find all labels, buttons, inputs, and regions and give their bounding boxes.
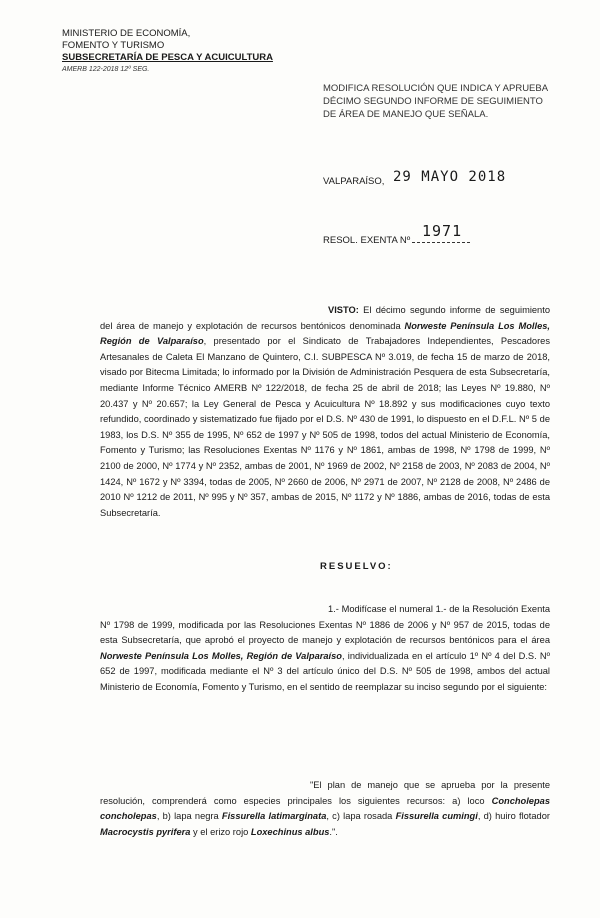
quote-text-6: .". <box>329 826 338 837</box>
resolution-label-text: RESOL. EXENTA Nº <box>323 235 411 246</box>
resolution-number-line <box>412 242 470 243</box>
species-5: Loxechinus albus <box>250 826 330 837</box>
date-stamp: 29 MAYO 2018 <box>393 169 507 185</box>
quote-text-2: , b) lapa negra <box>156 811 222 822</box>
visto-area-name: Norweste Península Los Molles, Región de Valparaíso <box>100 320 550 347</box>
quote-text-4: , d) huiro flotador <box>477 811 550 822</box>
quote-text-5: y el erizo rojo <box>190 826 251 837</box>
document-subject: MODIFICA RESOLUCIÓN QUE INDICA Y APRUEBA DÉCIMO SEGUNDO INFORME DE SEGUIMIENTO DE ÁREA DE MANEJO QUE SEÑALA. <box>323 83 548 120</box>
article-1-text-1: 1.- Modifícase el numeral 1.- de la Resolución Exenta Nº 1798 de 1999, modificada por las Resoluciones Exentas Nº 1886 de 2006 y Nº 957 de 2015, todas de esta Subsecretaría, que aprobó el proyecto de manejo y explotación de recursos bentónicos para el área <box>100 604 550 646</box>
species-3: Fissurella cumingi <box>395 811 478 822</box>
quote-text-1: "El plan de manejo que se aprueba por la presente resolución, comprenderá como especies principales los siguientes recursos: a) loco <box>100 780 550 806</box>
letterhead <box>62 28 273 76</box>
subsecretaria-line: SUBSECRETARÍA DE PESCA Y ACUICULTURA <box>62 52 273 63</box>
ministry-line-1: MINISTERIO DE ECONOMÍA, <box>62 28 191 39</box>
species-2: Fissurella latimarginata <box>221 811 327 822</box>
quote-text-3: , c) lapa rosada <box>326 811 396 822</box>
species-1: Concholepas concholepas <box>100 795 550 822</box>
article-1-text-2: , individualizada en el artículo 1º Nº 4 del D.S. Nº 652 de 1997, modificada mediante el Nº 3 del artículo único del D.S. Nº 505 de 1998, ambos del actual Ministerio de Economía, Fomento y Turismo, en el sentido de reemplazar su inciso segundo por el siguiente: <box>100 650 550 692</box>
visto-text-2: , presentado por el Sindicato de Trabajadores Independientes, Pescadores Artesanales de Caleta El Manzano de Quintero, C.I. SUBPESCA Nº 3.019, de fecha 15 de marzo de 2018, visado por Bitecma Limitada; lo informado por la División de Administración Pesquera de esta Subsecretaría, mediante Informe Técnico AMERB Nº 122/2018, de fecha 25 de abril de 2018; las Leyes Nº 19.880, Nº 20.437 y Nº 20.657; la Ley General de Pesca y Acuicultura Nº 18.892 y sus modificaciones cuyo texto refundido, coordinado y sistematizado fue fijado por el D.S. Nº 430 de 1991, lo dispuesto en el D.F.L. Nº 5 de 1983, los D.S. Nº 355 de 1995, Nº 652 de 1997 y Nº 505 de 1998, todos del actual Ministerio de Economía, Fomento y Turismo; las Resoluciones Exentas Nº 1176 y Nº 1861, ambas de 1998, Nº 1798 de 1999, Nº 2100 de 2000, Nº 1774 y Nº 2352, ambas de 2001, Nº 1969 de 2002, Nº 2158 de 2003, Nº 2083 de 2004, Nº 1424, Nº 1672 y Nº 3394, todas de 2005, Nº 2660 de 2006, Nº 2971 de 2007, Nº 2128 de 2008, Nº 2486 de 2010 Nº 1212 de 2011, Nº 995 y Nº 357, ambas de 2015, Nº 1172 y Nº 1886, ambas de 2016, todas de esta Subsecretaría. <box>100 336 550 518</box>
visto-label: VISTO: <box>328 305 359 315</box>
memo-reference: AMERB 122-2018 12º SEG. <box>62 66 150 73</box>
resolution-number: 1971 <box>422 222 463 240</box>
resuelvo-heading: RESUELVO: <box>320 561 393 572</box>
visto-text-1: El décimo segundo informe de seguimiento del área de manejo y explotación de recursos bentónicos denominada <box>100 305 550 331</box>
resolution-article-1 <box>100 602 550 696</box>
ministry-line-2: FOMENTO Y TURISMO <box>62 40 165 51</box>
quoted-text <box>100 778 550 840</box>
place-label: VALPARAÍSO, <box>323 176 385 187</box>
species-4: Macrocystis pyrifera <box>100 826 191 837</box>
article-1-area-name: Norweste Península Los Molles, Región de Valparaíso <box>100 650 342 661</box>
visto-paragraph <box>100 303 550 521</box>
